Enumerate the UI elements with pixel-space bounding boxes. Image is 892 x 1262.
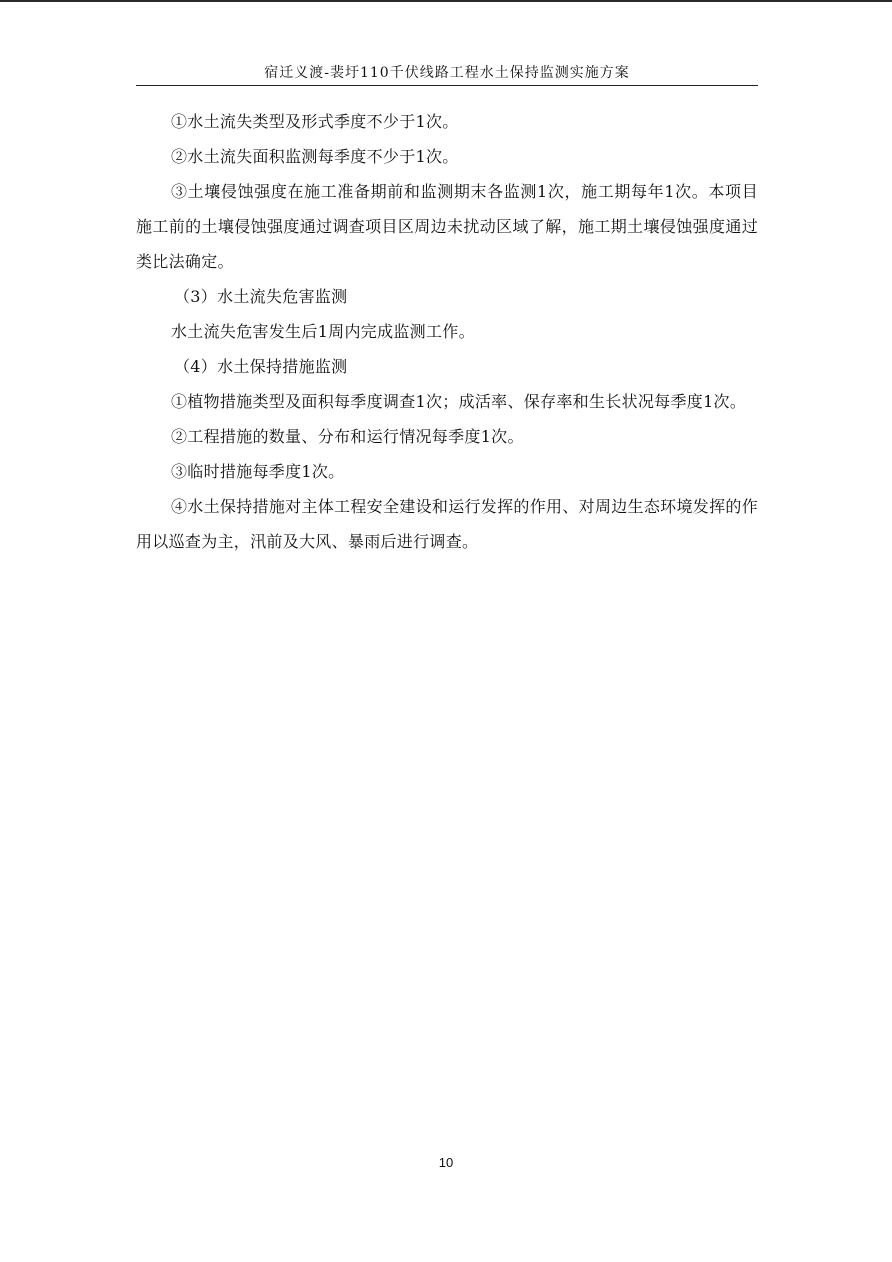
header-divider [136, 85, 758, 86]
page-number: 10 [438, 1155, 454, 1170]
paragraph-erosion-hazard-timing: 水土流失危害发生后1周内完成监测工作。 [171, 322, 475, 341]
running-header: 宿迁义渡-裴圩110千伏线路工程水土保持监测实施方案 [264, 65, 630, 81]
paragraph-erosion-area-frequency: ②水土流失面积监测每季度不少于1次。 [171, 147, 459, 166]
page-body [136, 104, 758, 559]
paragraph-erosion-type-frequency: ①水土流失类型及形式季度不少于1次。 [171, 112, 459, 131]
paragraph-engineering-measures: ②工程措施的数量、分布和运行情况每季度1次。 [171, 427, 524, 446]
page-top-border [0, 0, 892, 2]
section-heading-erosion-hazard: （3）水土流失危害监测 [174, 287, 348, 306]
section-heading-conservation-measures: （4）水土保持措施监测 [174, 357, 348, 376]
paragraph-vegetation-measures: ①植物措施类型及面积每季度调查1次；成活率、保存率和生长状况每季度1次。 [171, 392, 747, 411]
paragraph-temporary-measures: ③临时措施每季度1次。 [171, 462, 345, 481]
paragraph-erosion-intensity-frequency: ③土壤侵蚀强度在施工准备期前和监测期末各监测1次，施工期每年1次。本项目施工前的土壤侵蚀强度通过调查项目区周边未扰动区域了解，施工期土壤侵蚀强度通过类比法确定。 [136, 182, 758, 271]
paragraph-measures-effect-inspection: ④水土保持措施对主体工程安全建设和运行发挥的作用、对周边生态环境发挥的作用以巡查为主，汛前及大风、暴雨后进行调查。 [136, 497, 758, 551]
